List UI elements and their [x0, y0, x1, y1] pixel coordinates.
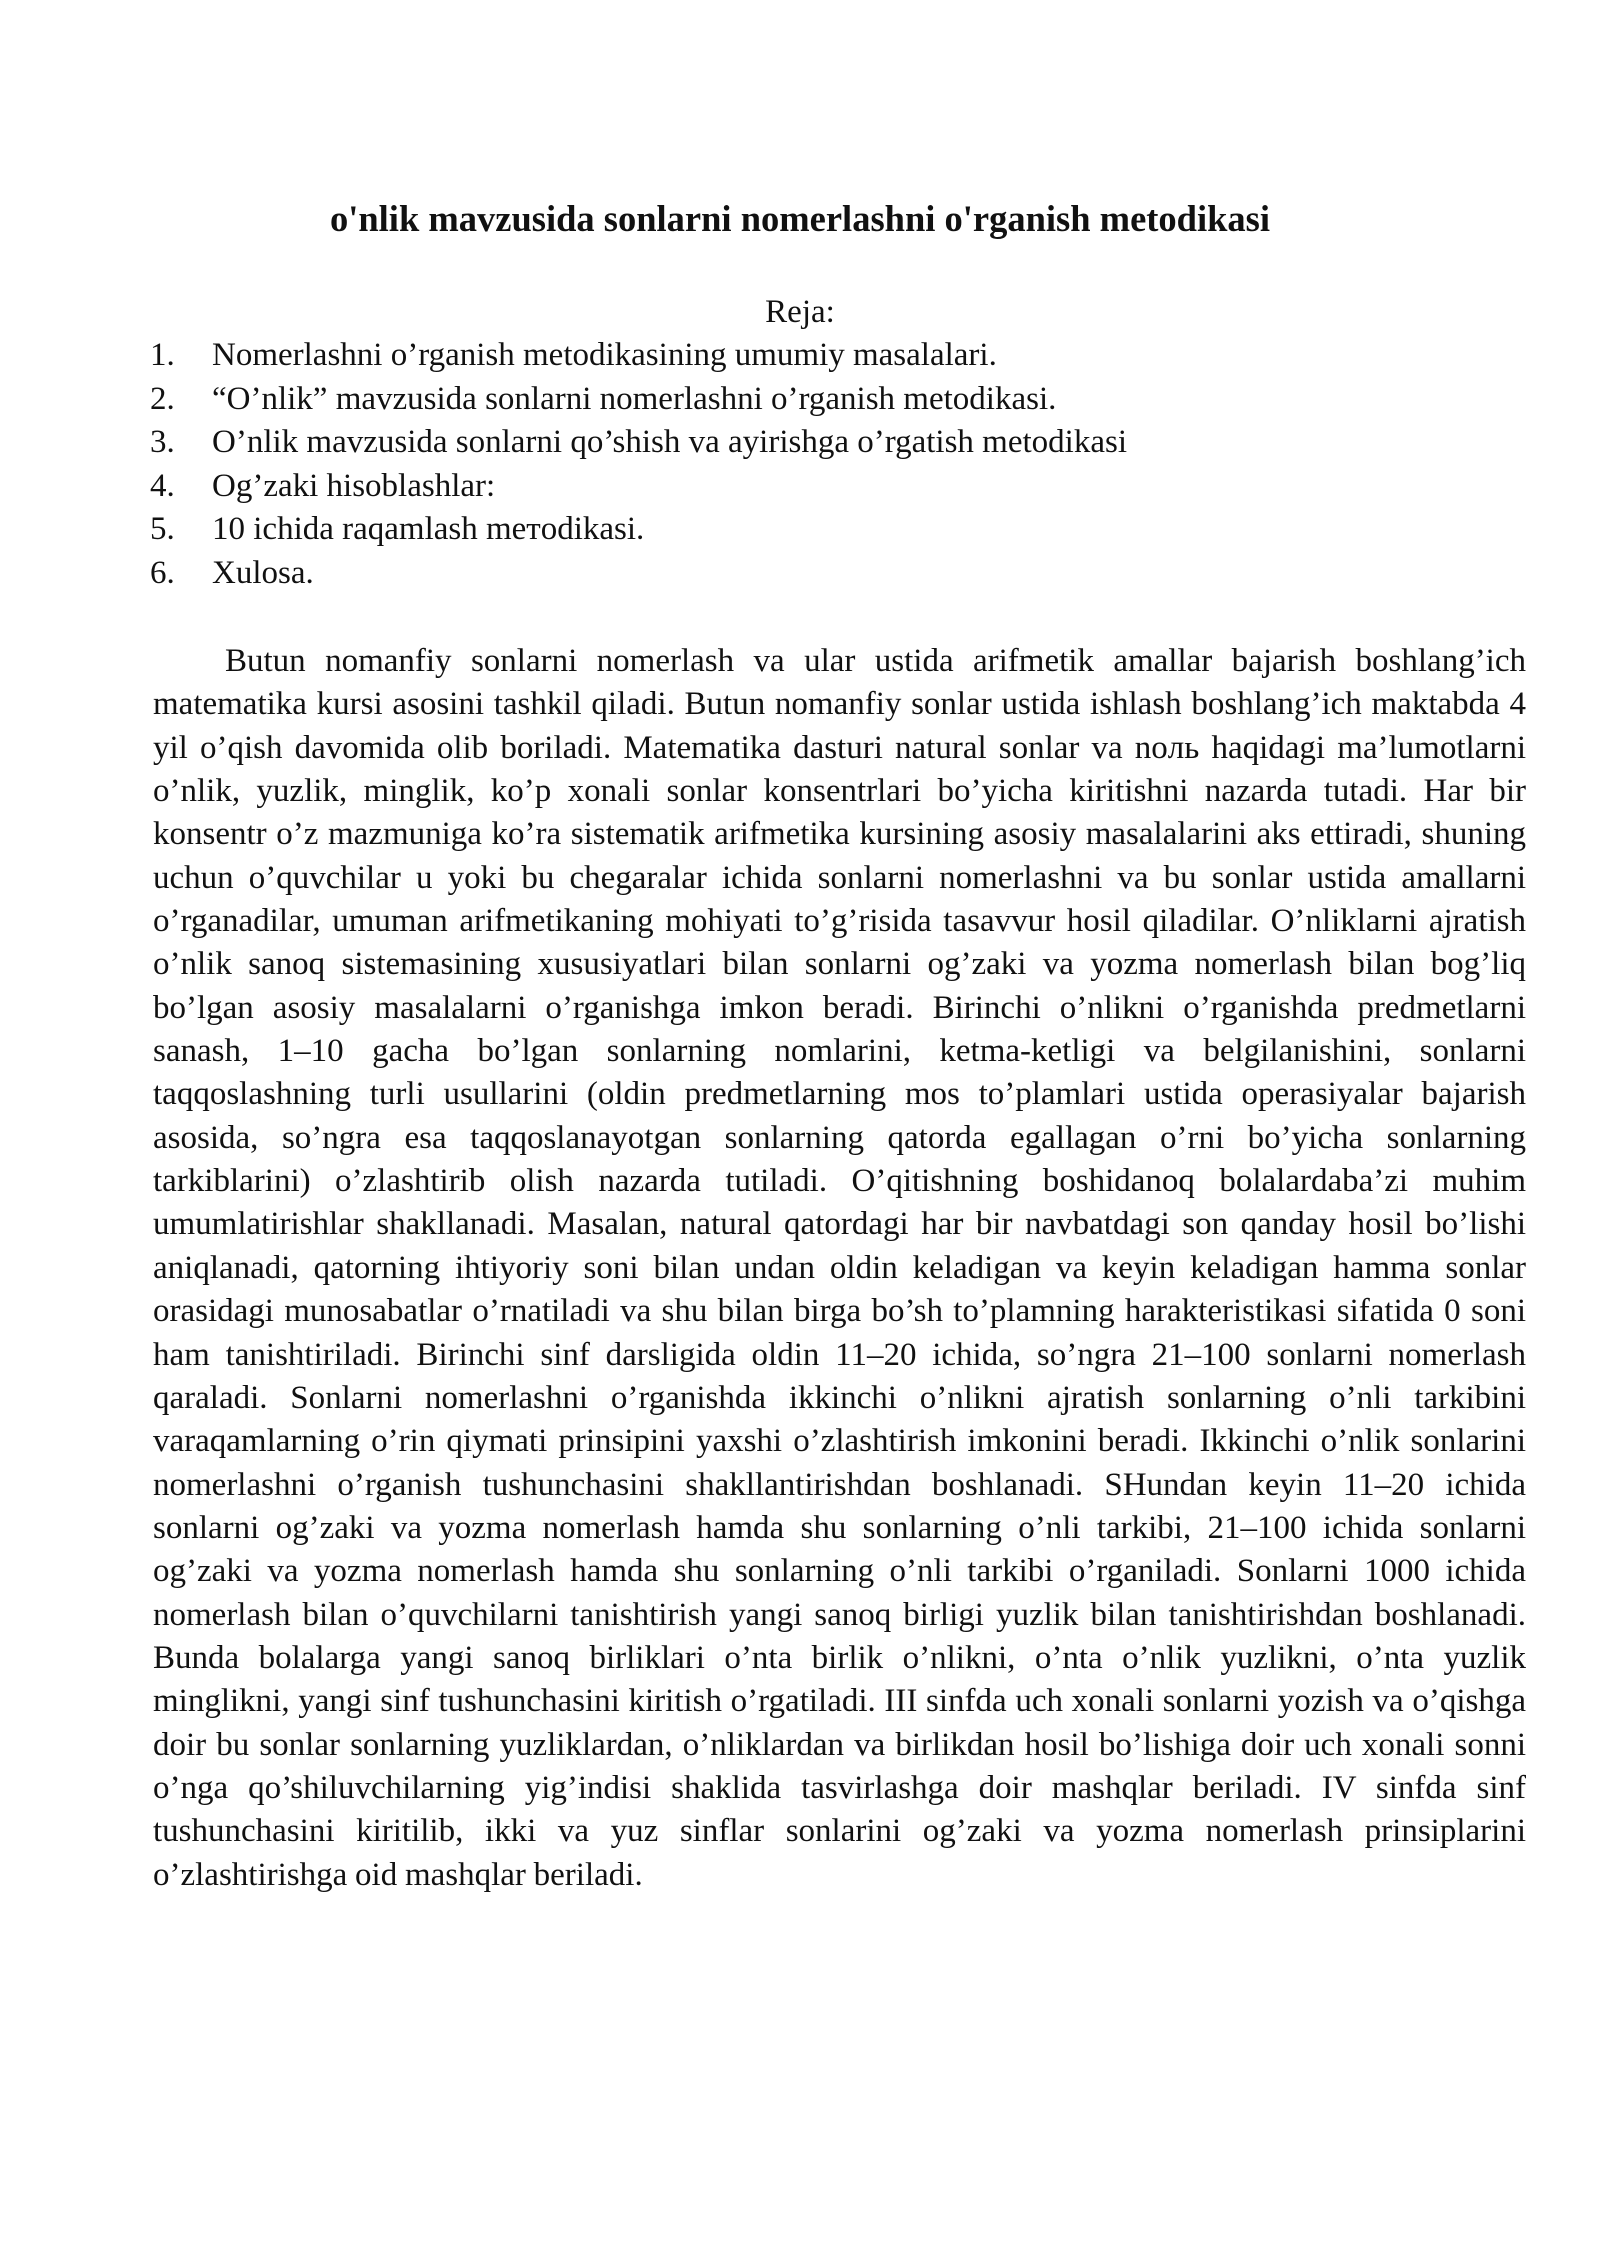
plan-item-number: 2.: [150, 380, 175, 417]
plan-item-text: 10 ichida raqamlash meтodikasi.: [212, 511, 645, 548]
plan-item-1: [150, 334, 1127, 378]
plan-item-text: “O’nlik” mavzusida sonlarni nomerlashni o’rganish metodikasi.: [212, 380, 1057, 417]
plan-item-text: Xulosa.: [212, 554, 314, 591]
plan-item-2: [150, 378, 1127, 422]
plan-item-4: [150, 465, 1127, 509]
plan-item-number: 1.: [150, 337, 175, 373]
plan-item-text: O’nlik mavzusida sonlarni qo’shish va ayirishga o’rgatish metodikasi: [212, 424, 1127, 461]
document-title: o'nlik mavzusida sonlarni nomerlashni o'rganish metodikasi: [329, 198, 1271, 239]
plan-item-5: [150, 508, 1127, 552]
plan-item-number: 6.: [150, 554, 175, 591]
plan-item-number: 5.: [150, 511, 175, 548]
plan-item-text: Og’zaki hisoblashlar:: [212, 467, 496, 504]
plan-item-text: Nomerlashni o’rganish metodikasining umumiy masalalari.: [212, 337, 997, 373]
plan-item-number: 3.: [150, 424, 175, 461]
plan-label: Reja:: [765, 294, 835, 330]
plan-item-6: [150, 552, 1127, 596]
body-paragraph: Butun nomanfiy sonlarni nomerlash va ular ustida arifmetik amallar bajarish boshlang’ich matematika kursi asosini tashkil qiladi. Butun nomanfiy sonlar ustida ishlash boshlang’ich maktabda 4 yil o’qish davomida olib boriladi. Matematika dasturi natural sonlar va noль haqidagi ma’lumotlarni o’nlik, yuzlik, minglik, ko’p xonali sonlar konsentrlari bo’yicha kiritishni nazarda tutadi. Har bir konsentr o’z mazmuniga ko’ra sistematik arifmetika kursining asosiy masalalarini aks ettiradi, shuning uchun o’quvchilar u yoki bu chegaralar ichida sonlarni nomerlashni va bu sonlar ustida amallarni o’rganadilar, umuman arifmetikaning mohiyati to’g’risida tasavvur hosil qiladilar. O’nliklarni ajratish o’nlik sanoq sistemasining xususiyatlari bilan sonlarni og’zaki va yozma nomerlash bilan bog’liq bo’lgan asosiy masalalarni o’rganishga imkon beradi. Birinchi o’nlikni o’rganishda predmetlarni sanash, 1–10 gacha bo’lgan sonlarning nomlarini, ketma-ketligi va belgilanishini, sonlarni taqqoslashning turli usullarini (oldin predmetlarning mos to’plamlari ustida operasiyalar bajarish asosida, so’ngra esa taqqoslanayotgan sonlarning qatorda egallagan o’rni bo’yicha sonlarning tarkiblarini) o’zlashtirib olish nazarda tutiladi. O’qitishning boshidanoq bolalardaba’zi muhim umumlatirishlar shakllanadi. Masalan, natural qatordagi har bir navbatdagi son qanday hosil bo’lishi aniqlanadi, qatorning ihtiyoriy soni bilan undan oldin keladigan va keyin keladigan hamma sonlar orasidagi munosabatlar o’rnatiladi va shu bilan birga bo’sh to’plamning harakteristikasi sifatida 0 soni ham tanishtiriladi. Birinchi sinf darsligida oldin 11–20 ichida, so’ngra 21–100 sonlarni nomerlash qaraladi. Sonlarni nomerlashni o’rganishda ikkinchi o’nlikni ajratish sonlarning o’nli tarkibini varaqamlarning o’rin qiymati prinsipini yaxshi o’zlashtirish imkonini beradi. Ikkinchi o’nlik sonlarini nomerlashni o’rganish tushunchasini shakllantirishdan boshlanadi. SHundan keyin 11–20 ichida sonlarni og’zaki va yozma nomerlash hamda shu sonlarning o’nli tarkibi, 21–100 ichida sonlarni og’zaki va yozma nomerlash hamda shu sonlarning o’nli tarkibi o’rganiladi. Sonlarni 1000 ichida nomerlash bilan o’quvchilarni tanishtirish yangi sanoq birligi yuzlik bilan tanishtirishdan boshlanadi. Bunda bolalarga yangi sanoq birliklari o’nta birlik o’nlikni, o’nta o’nlik yuzlikni, o’nta yuzlik minglikni, yangi sinf tushunchasini kiritish o’rgatiladi. III sinfda uch xonali sonlarni yozish va o’qishga doir bu sonlar sonlarning yuzliklardan, o’nliklardan va birlikdan hosil bo’lishiga doir uch xonali sonni o’nga qo’shiluvchilarning yig’indisi shaklida tasvirlashga doir mashqlar beriladi. IV sinfda sinf tushunchasini kiritilib, ikki va yuz sinflar sonlarini og’zaki va yozma nomerlash prinsiplarini o’zlashtirishga oid mashqlar beriladi.: [153, 643, 1526, 1893]
plan-item-number: 4.: [150, 467, 175, 504]
plan-list: [150, 334, 1127, 596]
plan-item-3: [150, 421, 1127, 465]
